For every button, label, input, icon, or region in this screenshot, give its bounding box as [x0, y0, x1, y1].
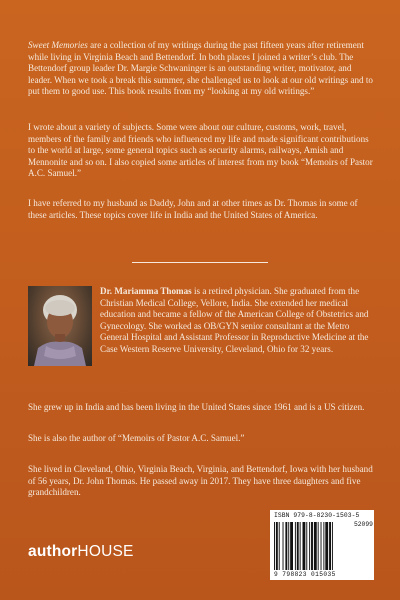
barcode-bar [314, 522, 317, 570]
barcode-number: 9 798823 015035 [274, 571, 336, 578]
barcode-bar [325, 522, 328, 570]
barcode-bar [279, 522, 280, 570]
barcode-bar [303, 522, 306, 570]
book-title: Sweet Memories [28, 40, 88, 50]
barcode-bar [332, 522, 333, 570]
barcode-bar [323, 522, 324, 570]
barcode-bar [311, 522, 313, 570]
barcode-bar [297, 522, 299, 570]
author-bio-paragraph-2: She grew up in India and has been living in the United States since 1961 and is a US citizen. [28, 402, 365, 412]
intro-paragraph-2: I wrote about a variety of subjects. Some were about our culture, customs, work, travel, members of the family and friends who influenced my life and made significant contributions to the world at large, some general topics such as security alarms, railways, Amish and Mennonite and so on. I also copied some articles of interest from my book “Memoirs of Pastor A.C. Samuel.” [28, 122, 373, 179]
barcode-bar [306, 522, 307, 570]
intro-paragraph-1-text: are a collection of my writings during the past fifteen years after retirement while living in Virginia Beach and Bettendorf. In both places I joined a writer’s club. The Bettendorf group leader Dr. Margie Schwaninger is an outstanding writer, motivator, and leader. When we took a break this summer, she challenged us to look at our old writings and to put them to good use. This book results from my “looking at my old writings.” [28, 40, 373, 97]
barcode-bar [295, 522, 296, 570]
author-name: Dr. Mariamma Thomas [100, 286, 192, 296]
barcode-bars [274, 522, 352, 570]
barcode-bar [290, 522, 293, 570]
intro-paragraph-3: I have referred to my husband as Daddy, John and at other times as Dr. Thomas in some of these articles. These topics cover life in India and the United States of America. [28, 198, 358, 220]
intro-paragraph-1 [28, 40, 374, 98]
barcode-bar [288, 522, 289, 570]
publisher-logo [28, 543, 134, 561]
publisher-logo-part2: HOUSE [77, 543, 134, 560]
isbn-label: ISBN 979-8-8230-1503-5 [274, 512, 360, 519]
barcode-bar [318, 522, 319, 570]
barcode [270, 510, 374, 580]
author-bio-paragraph-1 [100, 286, 374, 356]
price-code: 52099 [354, 521, 373, 528]
barcode-bar [285, 522, 287, 570]
barcode-bar [274, 522, 275, 570]
publisher-logo-part1: author [28, 543, 78, 560]
author-photo-portrait [28, 286, 92, 366]
author-bio-paragraph-4: She lived in Cleveland, Ohio, Virginia Beach, Virginia, and Bettendorf, Iowa with her husband of 56 years, Dr. John Thomas. He passed away in 2017. They have three daughters and five grandchildren. [28, 464, 373, 498]
barcode-bar [300, 522, 301, 570]
barcode-bar [276, 522, 278, 570]
barcode-bar [329, 522, 331, 570]
barcode-bar [283, 522, 284, 570]
author-photo [28, 286, 92, 366]
author-bio-paragraph-3: She is also the author of “Memoirs of Pastor A.C. Samuel.” [28, 433, 245, 443]
author-bio-text: is a retired physician. She graduated from the Christian Medical College, Vellore, India. She extended her medical education and became a fellow of the American College of Obstetrics and Gynecology. She worked as OB/GYN senior consultant at the Metro General Hospital and Assistant Professor in Reproductive Medicine at the Case Western Reserve University, Cleveland, Ohio for 32 years. [100, 286, 369, 354]
barcode-bar [321, 522, 322, 570]
section-divider [132, 262, 268, 263]
barcode-bar [309, 522, 310, 570]
